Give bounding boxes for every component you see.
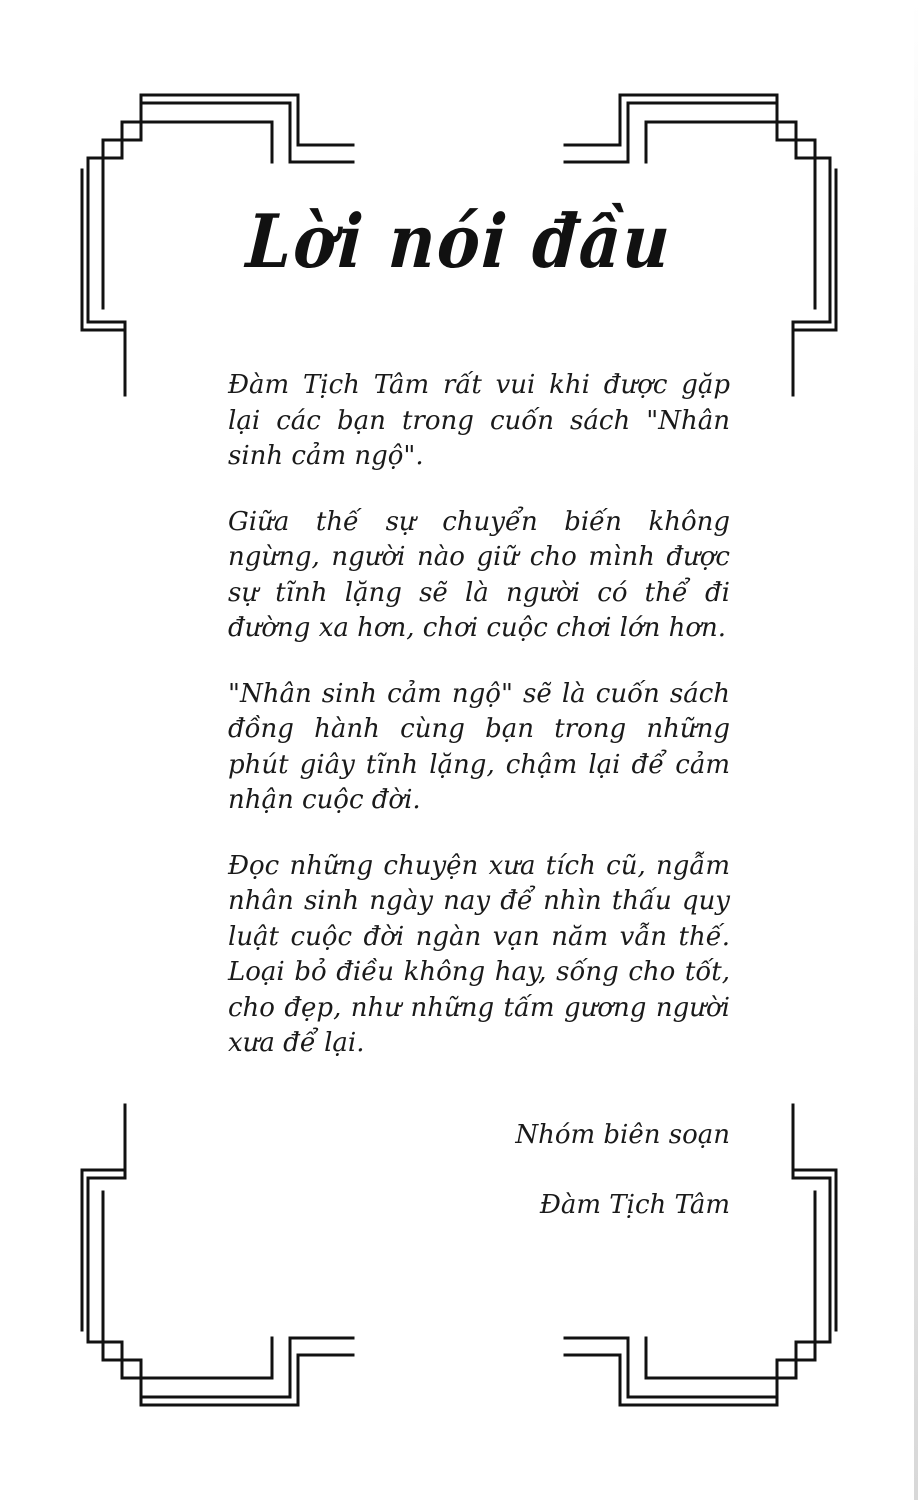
frame-corner-bottom-right [565,1105,836,1405]
paragraph-1: Đàm Tịch Tâm rất vui khi được gặp lại các bạn trong cuốn sách "Nhân sinh cảm ngộ". [228,370,730,471]
scan-edge [914,0,918,1500]
signature-author: Đàm Tịch Tâm [539,1190,730,1220]
signature-group: Nhóm biên soạn [515,1120,730,1150]
page-title: Lời nói đầu [243,199,675,286]
paragraph-3: "Nhân sinh cảm ngộ" sẽ là cuốn sách đồng hành cùng bạn trong những phút giây tĩnh lặng, chậm lại để cảm nhận cuộc đời. [228,678,730,815]
paragraph-2: Giữa thế sự chuyển biến không ngừng, người nào giữ cho mình được sự tĩnh lặng sẽ là người có thể đi đường xa hơn, chơi cuộc chơi lớn hơn. [228,506,730,643]
preface-body [228,368,730,1092]
frame-corner-bottom-left [82,1105,353,1405]
paragraph-4: Đọc những chuyện xưa tích cũ, ngẫm nhân sinh ngày nay để nhìn thấu quy luật cuộc đời ngàn vạn năm vẫn thế. Loại bỏ điều không hay, sống cho tốt, cho đẹp, như những tấm gương người xưa để lại. [228,850,730,1058]
